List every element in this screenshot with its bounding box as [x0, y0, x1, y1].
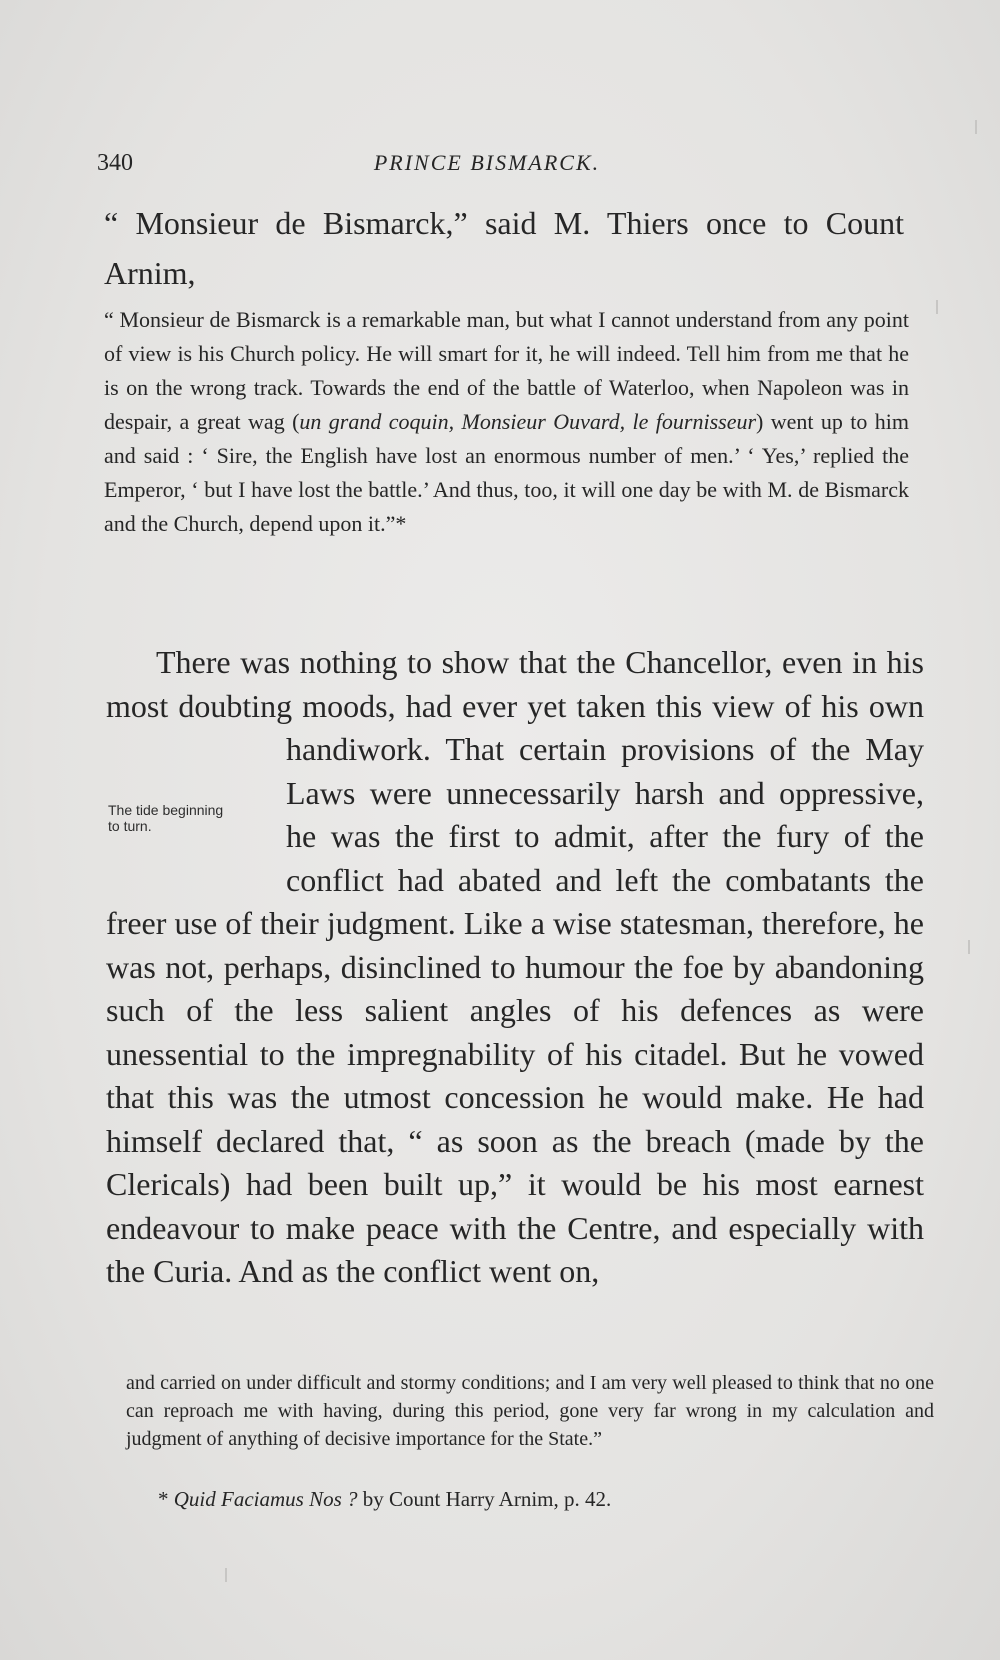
main-paragraph-text: [106, 641, 924, 1294]
footnote-citation: [158, 1485, 858, 1513]
quote-italic-phrase: un grand coquin, Monsieur Ouvard, le fournisseur: [299, 409, 757, 434]
footnote-rest: by Count Harry Arnim, p. 42.: [362, 1487, 612, 1511]
main-paragraph: [106, 641, 924, 1294]
page-number: 340: [97, 150, 133, 176]
footnote-continuation: and carried on under difficult and stormy conditions; and I am very well pleased to think that no one can reproach me with having, during this period, gone very far wrong in my calculation and judgment of anything of decisive importance for the State.”: [126, 1372, 934, 1450]
running-head: PRINCE BISMARCK.: [373, 150, 601, 175]
intro-line: “ Monsieur de Bismarck,” said M. Thiers once to Count Arnim,: [104, 205, 904, 291]
paper-speck: [225, 1568, 227, 1582]
footnote-marker: *: [158, 1487, 169, 1511]
main-text-part-2: the May Laws were unnecessarily harsh and oppressive, he was the first to admit, after the fury of the conflict had abated and left the combatants the freer use of their judgment. Like a wise statesman, therefore, he was not, perhaps, disinclined to humour the foe by abandoning such of the less salient angles of his defences as were unessential to the impregnability of his citadel. But he vowed that this was the utmost concession he would make. He had himself declared that, “ as soon as the breach (made by the Clericals) had been built up,” it would be his most earnest endeavour to make peace with the Centre, and especially with the Curia. And as the conflict went on,: [106, 731, 924, 1289]
margin-sidenote: The tide beginning to turn.: [108, 802, 224, 834]
paper-speck: [968, 940, 970, 954]
sidenote-area: [106, 772, 286, 902]
main-text-part-1: There was nothing to show that the Chancellor, even in his most doubting moods, had ever yet taken this view of his own handiwork. That certain provisions of: [106, 644, 924, 767]
footnote-title: Quid Faciamus Nos ?: [173, 1487, 358, 1511]
paper-speck: [936, 300, 938, 314]
paper-speck: [975, 120, 977, 134]
page-header: [97, 148, 877, 178]
thiers-quote: “ Monsieur de Bismarck is a remarkable man, but what I cannot understand from any point of view is his Church policy. He will smart for it, he will indeed. Tell him from me that he is on the wrong track. Towards the end of the battle of Waterloo, when Napoleon was in despair, a great wag (un grand coquin, Monsieur Ouvard, le fournisseur) went up to him and said : ‘ Sire, the English have lost an enormous number of men.’ ‘ Yes,’ replied the Emperor, ‘ but I have lost the battle.’ And thus, too, it will one day be with M. de Bismarck and the Church, depend upon it.”*: [104, 307, 910, 536]
